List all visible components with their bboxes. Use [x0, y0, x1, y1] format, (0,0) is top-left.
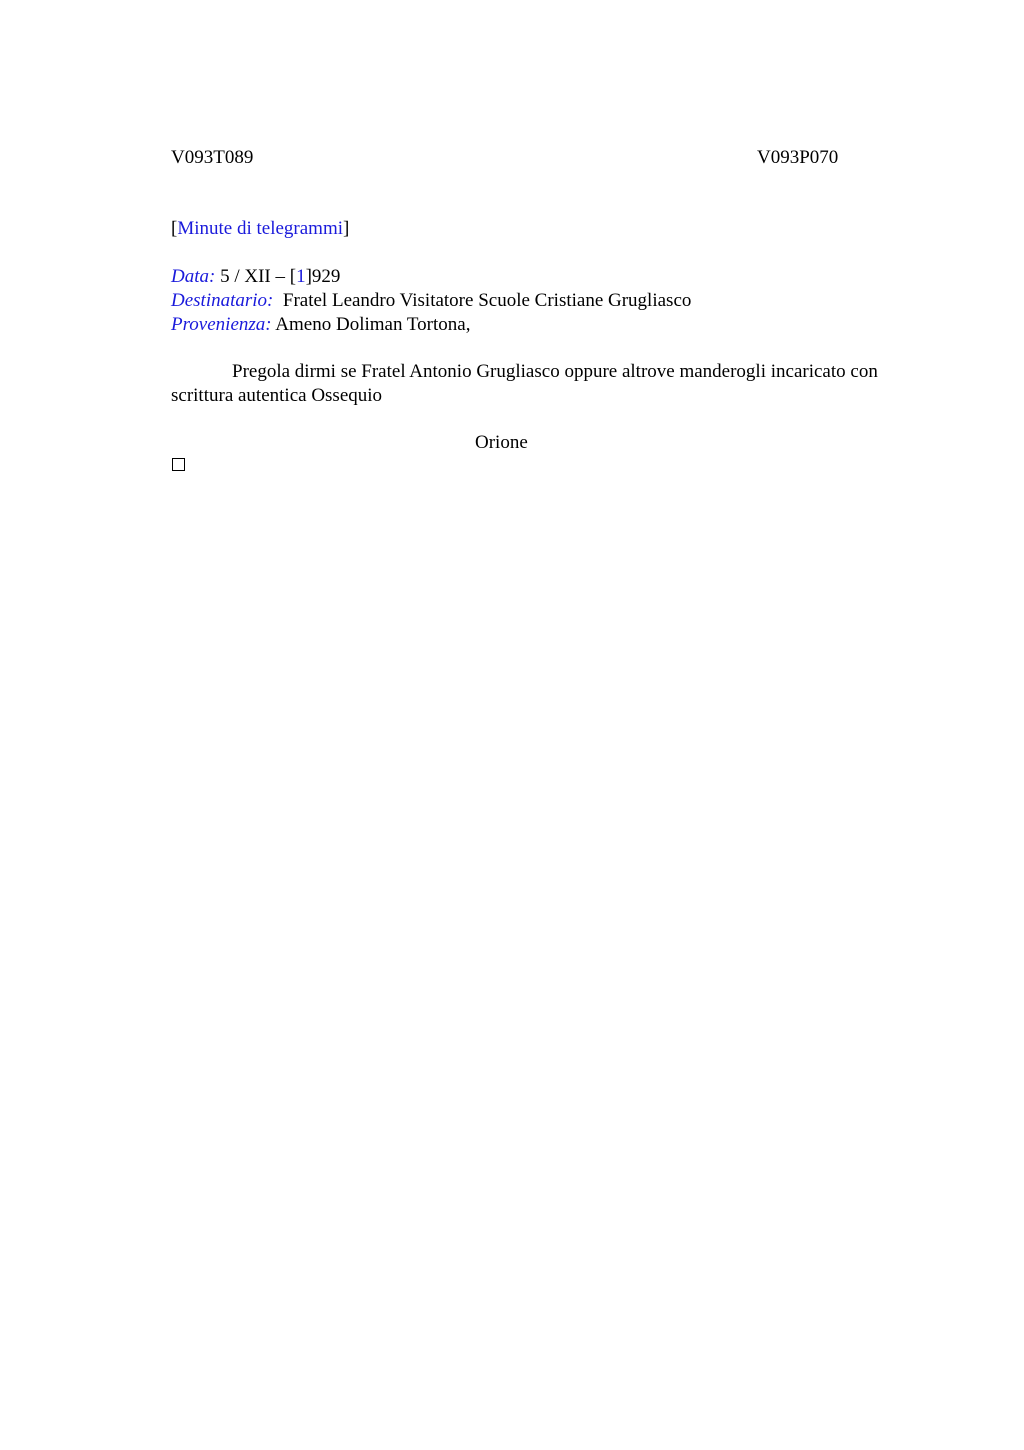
meta-row-data [171, 265, 691, 289]
heading-close-bracket: ] [343, 218, 350, 239]
telegram-body: Pregola dirmi se Fratel Antonio Grugliasco oppure altrove manderogli incaricato con scrittura autentica Ossequio [171, 361, 878, 406]
data-value-bracketed: 1 [296, 266, 306, 287]
document-code-left: V093T089 [171, 147, 254, 168]
data-label: Data: [171, 266, 216, 287]
meta-row-provenienza [171, 313, 691, 337]
provenienza-label: Provenienza: [171, 314, 272, 335]
heading-title: Minute di telegrammi [177, 218, 344, 239]
checkbox-square-icon [172, 458, 185, 471]
heading-open-bracket: [ [171, 218, 178, 239]
signature: Orione [475, 432, 528, 453]
destinatario-value: Fratel Leandro Visitatore Scuole Cristiane Grugliasco [273, 290, 692, 311]
data-value-post: ]929 [305, 266, 341, 287]
data-value-pre: 5 / XII – [ [215, 266, 297, 287]
telegram-metadata [171, 265, 691, 337]
provenienza-value: Ameno Doliman Tortona, [271, 314, 471, 335]
meta-row-destinatario [171, 289, 691, 313]
destinatario-label: Destinatario: [171, 290, 274, 311]
document-heading [171, 217, 349, 241]
document-code-right: V093P070 [757, 147, 839, 168]
